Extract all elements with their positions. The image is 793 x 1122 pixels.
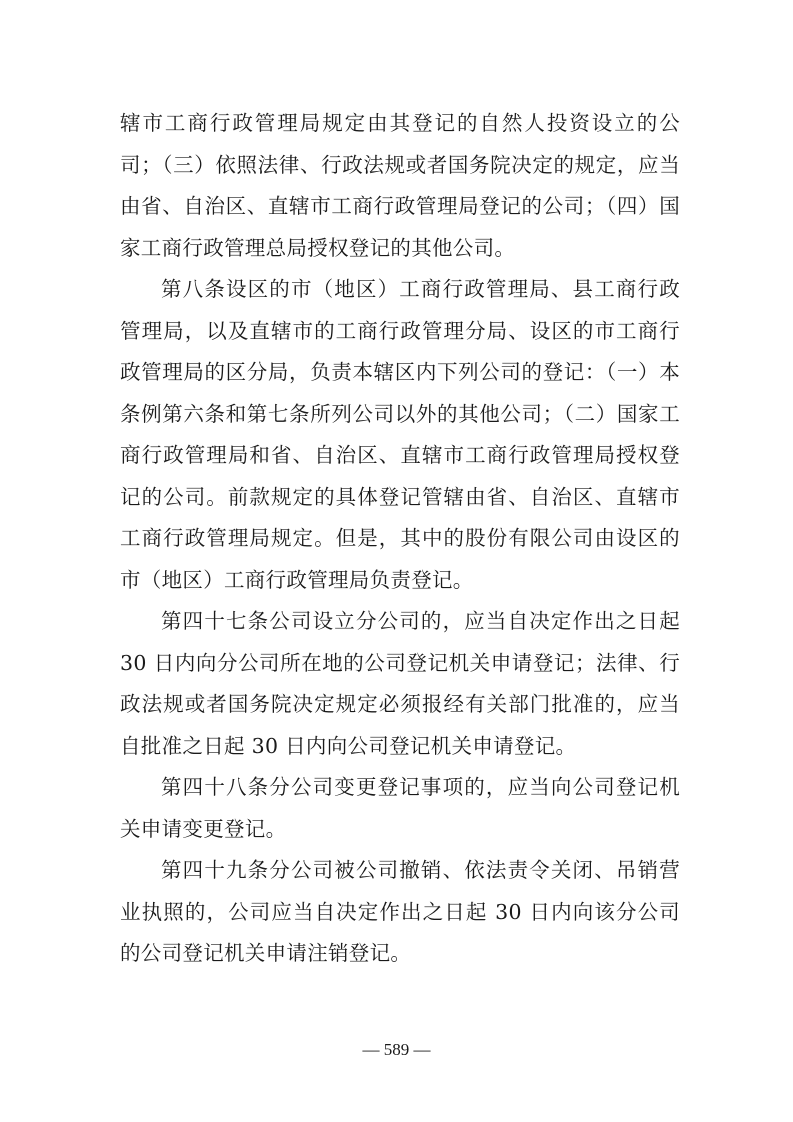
paragraph-5: 第四十九条分公司被公司撤销、依法责令关闭、吊销营业执照的，公司应当自决定作出之日起 30 日内向该分公司的公司登记机关申请注销登记。: [120, 858, 680, 965]
paragraph-4: 第四十八条分公司变更登记事项的，应当向公司登记机关申请变更登记。: [120, 775, 680, 841]
paragraph-1: 辖市工商行政管理局规定由其登记的自然人投资设立的公司；（三）依照法律、行政法规或者国务院决定的规定，应当由省、自治区、直辖市工商行政管理局登记的公司；（四）国家工商行政管理总局授权登记的其他公司。: [120, 111, 680, 260]
paragraph-2: 第八条设区的市（地区）工商行政管理局、县工商行政管理局，以及直辖市的工商行政管理分局、设区的市工商行政管理局的区分局，负责本辖区内下列公司的登记：（一）本条例第六条和第七条所列公司以外的其他公司；（二）国家工商行政管理局和省、自治区、直辖市工商行政管理局授权登记的公司。前款规定的具体登记管辖由省、自治区、直辖市工商行政管理局规定。但是，其中的股份有限公司由设区的市（地区）工商行政管理局负责登记。: [120, 277, 680, 592]
page-number: — 589 —: [362, 1040, 431, 1059]
document-body: [120, 103, 680, 975]
paragraph-3: 第四十七条公司设立分公司的，应当自决定作出之日起 30 日内向分公司所在地的公司登记机关申请登记；法律、行政法规或者国务院决定规定必须报经有关部门批准的，应当自批准之日起 30 日内向公司登记机关申请登记。: [120, 609, 680, 758]
